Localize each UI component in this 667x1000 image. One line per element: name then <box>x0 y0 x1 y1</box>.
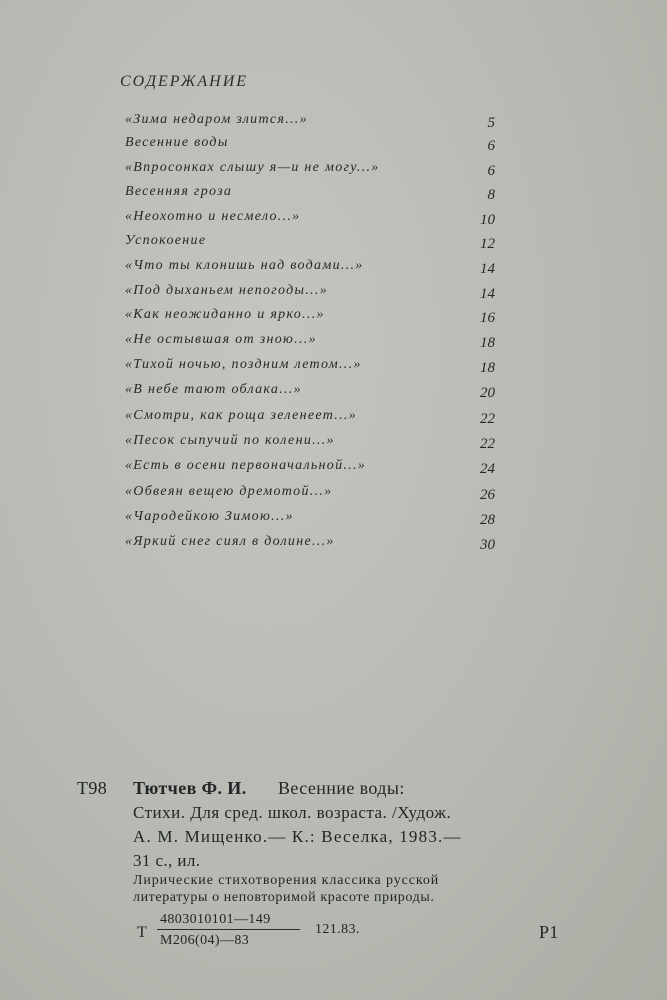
toc-item <box>0 135 667 157</box>
toc-item <box>0 509 667 531</box>
toc-item-title: «Неохотно и несмело...» <box>125 209 301 224</box>
index-numerator: 4803010101—149 <box>160 912 271 927</box>
toc-item-title: «Чародейкою Зимою...» <box>125 509 294 524</box>
toc-item-title: «Зима недаром злится...» <box>125 112 308 127</box>
toc-item-title: Успокоение <box>125 233 207 248</box>
toc-item-page: 18 <box>480 360 495 376</box>
toc-item-page: 12 <box>480 236 495 252</box>
toc-item-page: 20 <box>480 385 495 401</box>
toc-title: СОДЕРЖАНИЕ <box>120 73 249 90</box>
toc-item <box>0 184 667 206</box>
toc-item <box>0 307 667 329</box>
class-code: Р1 <box>539 922 559 942</box>
toc-item-page: 18 <box>480 335 495 351</box>
toc-item-title: «В небе тают облака...» <box>125 382 302 397</box>
publisher-line: А. М. Мищенко.— К.: Веселка, 1983.— <box>133 827 462 846</box>
order-number: 121.83. <box>315 922 360 937</box>
toc-item-page: 8 <box>487 187 495 203</box>
catalog-code: Т98 <box>77 778 108 798</box>
toc-item <box>0 112 667 134</box>
toc-item <box>0 484 667 506</box>
toc-item-title: Весенняя гроза <box>125 184 233 199</box>
toc-item <box>0 433 667 455</box>
toc-item <box>0 160 667 182</box>
toc-item <box>0 258 667 280</box>
toc-item-title: «Тихой ночью, поздним летом...» <box>125 357 362 372</box>
toc-item-page: 5 <box>487 115 495 131</box>
toc-item <box>0 332 667 354</box>
toc-item-title: «Не остывшая от зною...» <box>125 332 317 347</box>
toc-item-page: 14 <box>480 286 495 302</box>
toc-item-title: «Песок сыпучий по колени...» <box>125 433 335 448</box>
toc-item-title: «Как неожиданно и ярко...» <box>125 307 325 322</box>
book-title: Весенние воды: <box>278 778 405 798</box>
toc-item-page: 6 <box>487 138 495 154</box>
toc-item-page: 10 <box>480 212 495 228</box>
author-name: Тютчев Ф. И. <box>133 778 247 798</box>
toc-item <box>0 209 667 231</box>
toc-item-page: 22 <box>480 411 495 427</box>
annotation-line: литературы о неповторимой красоте природы. <box>133 890 435 905</box>
toc-item-page: 14 <box>480 261 495 277</box>
toc-item-page: 6 <box>487 163 495 179</box>
fraction-line <box>157 929 300 930</box>
toc-item-title: «Яркий снег сиял в долине...» <box>125 534 335 549</box>
index-denominator: М206(04)—83 <box>160 933 250 948</box>
toc-item-page: 26 <box>480 487 495 503</box>
toc-item-title: «Что ты клонишь над водами...» <box>125 258 364 273</box>
toc-item-title: «Обвеян вещею дремотой...» <box>125 484 333 499</box>
toc-item-title: «Смотри, как роща зеленеет...» <box>125 408 358 423</box>
toc-item-title: «Под дыханьем непогоды...» <box>125 283 329 298</box>
toc-item-page: 16 <box>480 310 495 326</box>
toc-item <box>0 458 667 480</box>
description-line: Стихи. Для сред. школ. возраста. /Худож. <box>133 803 452 822</box>
toc-item <box>0 283 667 305</box>
toc-item <box>0 357 667 379</box>
annotation-line: Лирические стихотворения классика русской <box>133 873 440 888</box>
toc-item <box>0 408 667 430</box>
toc-item <box>0 233 667 255</box>
index-letter: Т <box>137 924 148 941</box>
toc-item-title: Весенние воды <box>125 135 229 150</box>
toc-item-page: 30 <box>480 537 495 553</box>
toc-item-page: 22 <box>480 436 495 452</box>
toc-item-title: «Впросонках слышу я—и не могу...» <box>125 160 380 175</box>
pages-line: 31 с., ил. <box>133 851 201 870</box>
toc-item-page: 24 <box>480 461 495 477</box>
toc-item-title: «Есть в осени первоначальной...» <box>125 458 367 473</box>
toc-item <box>0 382 667 404</box>
toc-item-page: 28 <box>480 512 495 528</box>
toc-item <box>0 534 667 556</box>
